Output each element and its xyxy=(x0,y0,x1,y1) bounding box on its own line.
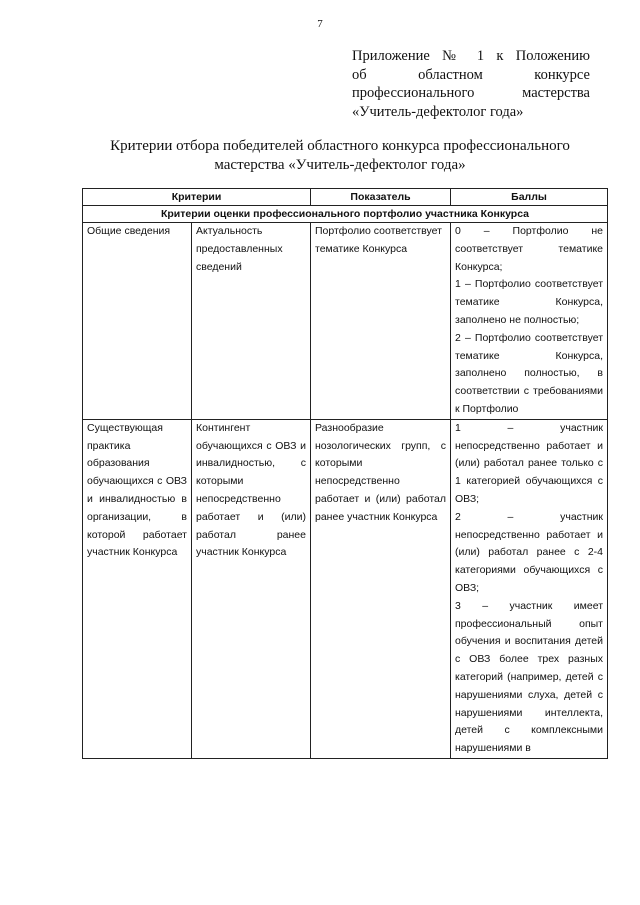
points-item: 2 – участник непосредственно работает и (или) работал ранее с 2-4 категориями обучающихся с ОВЗ; xyxy=(455,510,603,594)
points-item: 1 – участник непосредственно работает и (или) работал ранее только с 1 категорией обучающихся с ОВЗ; xyxy=(455,421,603,505)
points-item: 2 – Портфолио соответствует тематике Конкурса, заполнено полностью, в соответствии с требованиями к Портфолио xyxy=(455,331,603,415)
appendix-line: «Учитель-дефектолог года» xyxy=(352,103,524,120)
appendix-note xyxy=(352,47,590,121)
title-line: мастерства «Учитель-дефектолог года» xyxy=(214,157,466,173)
points-item: 0 – Портфолио не соответствует тематике Конкурса; xyxy=(455,225,603,273)
appendix-line: Приложение № 1 к Положению xyxy=(352,48,590,64)
indicator-cell: Портфолио соответствует тематике Конкурса xyxy=(311,223,451,420)
criterion-cell: Существующая практика образования обучающихся с ОВЗ и инвалидностью в организации, в которой работает участник Конкурса xyxy=(83,419,192,758)
points-cell xyxy=(451,223,608,420)
table-row xyxy=(83,419,608,758)
table-header-row xyxy=(83,189,608,206)
title-line: Критерии отбора победителей областного конкурса профессионального xyxy=(110,138,570,154)
criterion-cell: Общие сведения xyxy=(83,223,192,420)
subcriterion-cell: Актуальность предоставленных сведений xyxy=(192,223,311,420)
appendix-line: об областном конкурсе xyxy=(352,66,590,83)
points-cell xyxy=(451,419,608,758)
section-row xyxy=(83,206,608,223)
subcriterion-cell: Контингент обучающихся с ОВЗ и инвалидностью, с которыми непосредственно работает и (или) работал ранее участник Конкурса xyxy=(192,419,311,758)
page-number: 7 xyxy=(317,18,323,30)
header-points: Баллы xyxy=(451,189,608,206)
table-row xyxy=(83,223,608,420)
points-item: 1 – Портфолио соответствует тематике Конкурса, заполнено не полностью; xyxy=(455,278,603,326)
criteria-table xyxy=(82,188,608,759)
section-title: Критерии оценки профессионального портфолио участника Конкурса xyxy=(83,206,608,223)
header-indicator: Показатель xyxy=(311,189,451,206)
points-item: 3 – участник имеет профессиональный опыт обучения и воспитания детей с ОВЗ более трех разных категорий (например, детей с нарушениями слуха, детей с нарушениями интеллекта, детей с комплексными нарушениями в xyxy=(455,599,603,755)
document-title xyxy=(70,137,610,175)
appendix-line: профессионального мастерства xyxy=(352,85,590,101)
header-criteria: Критерии xyxy=(83,189,311,206)
indicator-cell: Разнообразие нозологических групп, с которыми непосредственно работает и (или) работал ранее участник Конкурса xyxy=(311,419,451,758)
